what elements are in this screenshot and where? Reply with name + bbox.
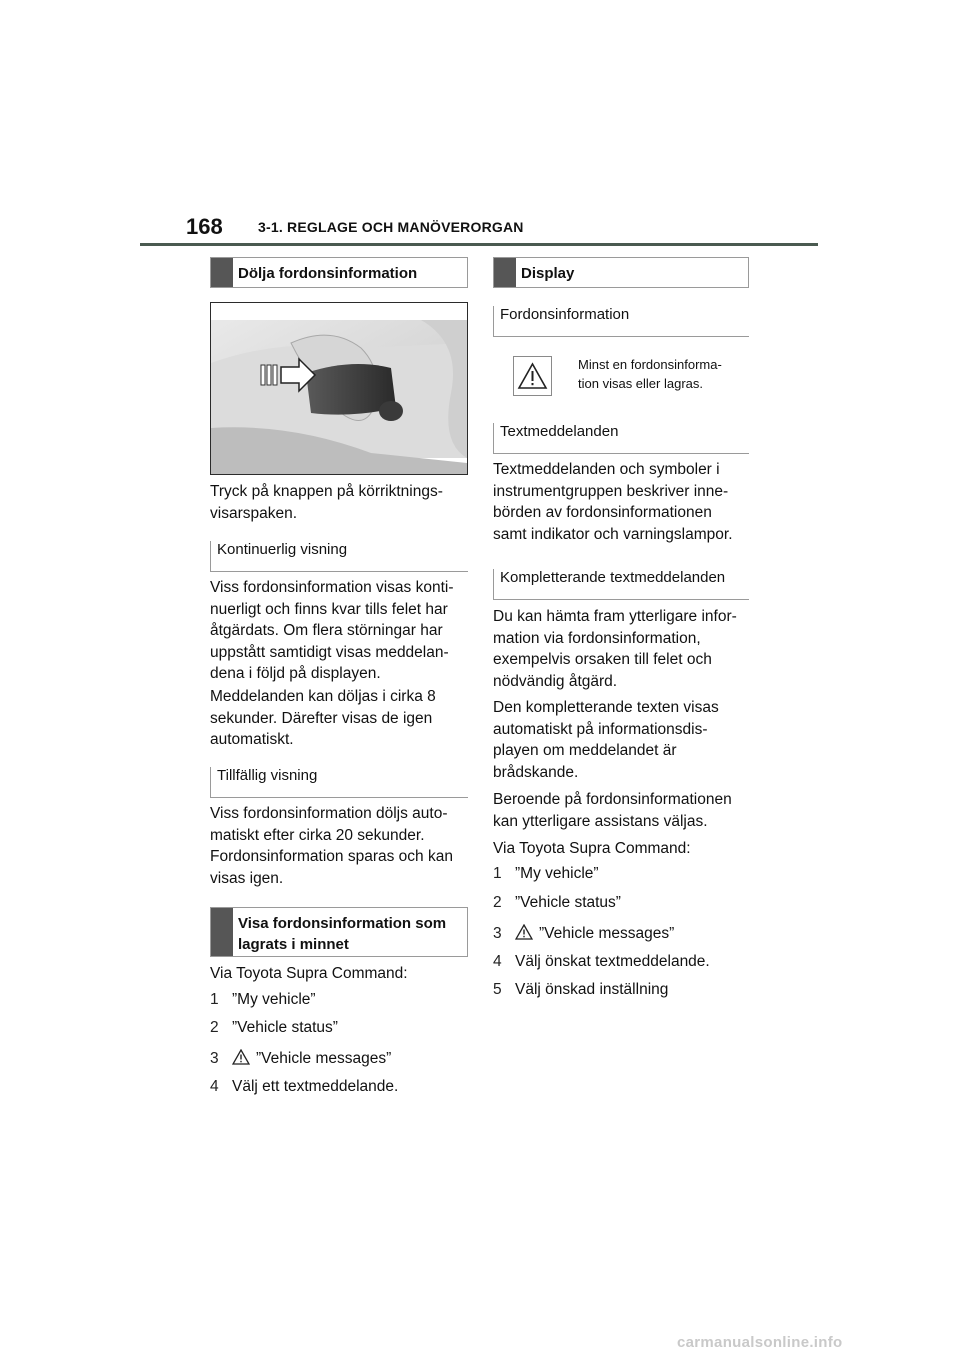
paragraph-temporary: Viss fordonsinformation döljs auto- matiskt efter cirka 20 sekunder. Fordonsinformation sparas och kan visas igen. bbox=[210, 805, 453, 887]
step-4-left bbox=[210, 1077, 398, 1097]
section-bar bbox=[211, 908, 233, 956]
step-5-right bbox=[493, 980, 668, 1000]
section-title: Dölja fordonsinformation bbox=[238, 265, 418, 282]
step-text: ”Vehicle status” bbox=[232, 1019, 338, 1036]
step-number: 1 bbox=[210, 991, 219, 1008]
via-command-left: Via Toyota Supra Command: bbox=[210, 965, 408, 982]
paragraph-hide-duration: Meddelanden kan döljas i cirka 8 sekunder. Därefter visas de igen automatiskt. bbox=[210, 688, 436, 748]
paragraph-assistance: Beroende på fordonsinformationen kan ytterligare assistans väljas. bbox=[493, 791, 732, 830]
paragraph-text-messages: Textmeddelanden och symboler i instrumentgruppen beskriver inne- börden av fordonsinformationen samt indikator och varningslampor. bbox=[493, 461, 733, 543]
step-2-right bbox=[493, 893, 621, 913]
stalk-button-figure bbox=[210, 302, 468, 475]
section-title: Display bbox=[521, 265, 575, 282]
paragraph-supplementary: Du kan hämta fram ytterligare infor- mation via fordonsinformation, exempelvis orsaken till felet och nödvändig åtgärd. bbox=[493, 608, 737, 690]
step-number: 1 bbox=[493, 865, 502, 882]
warning-triangle-icon bbox=[515, 924, 533, 946]
step-2-left bbox=[210, 1018, 338, 1038]
step-number: 4 bbox=[210, 1078, 219, 1095]
subheading-continuous: Kontinuerlig visning bbox=[210, 541, 468, 572]
section-hide-vehicle-info bbox=[210, 257, 468, 288]
step-3-right bbox=[493, 924, 674, 946]
step-1-right bbox=[493, 864, 599, 884]
figure-caption: Tryck på knappen på körriktnings- visarspaken. bbox=[210, 483, 443, 522]
section-display bbox=[493, 257, 749, 288]
step-text: ”Vehicle messages” bbox=[539, 925, 675, 942]
step-1-left bbox=[210, 990, 316, 1010]
section-bar bbox=[211, 258, 233, 287]
section-bar bbox=[494, 258, 516, 287]
watermark: carmanualsonline.info bbox=[677, 1334, 843, 1351]
step-number: 2 bbox=[210, 1019, 219, 1036]
warning-triangle-icon bbox=[514, 357, 551, 395]
step-number: 5 bbox=[493, 981, 502, 998]
step-number: 2 bbox=[493, 894, 502, 911]
page-number: 168 bbox=[186, 214, 223, 239]
chapter-title: 3-1. REGLAGE OCH MANÖVERORGAN bbox=[258, 219, 524, 235]
step-text: ”My vehicle” bbox=[515, 865, 599, 882]
step-text: Välj ett textmeddelande. bbox=[232, 1078, 399, 1095]
subheading-vehicle-info: Fordonsinformation bbox=[493, 306, 749, 337]
step-text: ”My vehicle” bbox=[232, 991, 316, 1008]
warning-triangle-icon bbox=[232, 1049, 250, 1071]
step-number: 3 bbox=[493, 925, 502, 942]
step-text: ”Vehicle status” bbox=[515, 894, 621, 911]
step-4-right bbox=[493, 952, 710, 972]
subheading-text-messages: Textmeddelanden bbox=[493, 423, 749, 454]
via-command-right: Via Toyota Supra Command: bbox=[493, 840, 691, 857]
stalk-button-arrow-illustration bbox=[211, 303, 467, 474]
step-text: Välj önskad inställning bbox=[515, 981, 669, 998]
step-text: ”Vehicle messages” bbox=[256, 1050, 392, 1067]
section-title: Visa fordonsinformation som lagrats i minnet bbox=[238, 915, 447, 953]
section-show-stored-info bbox=[210, 907, 468, 957]
warning-note: Minst en fordonsinforma- tion visas eller lagras. bbox=[578, 357, 722, 391]
step-number: 3 bbox=[210, 1050, 219, 1067]
step-number: 4 bbox=[493, 953, 502, 970]
header-divider bbox=[140, 243, 818, 246]
subheading-temporary: Tillfällig visning bbox=[210, 767, 468, 798]
step-text: Välj önskat textmeddelande. bbox=[515, 953, 710, 970]
warning-symbol-box bbox=[513, 356, 552, 396]
paragraph-auto-display: Den kompletterande texten visas automatiskt på informationsdis- playen om meddelandet är brådskande. bbox=[493, 699, 719, 781]
subheading-supplementary: Kompletterande textmeddelanden bbox=[493, 569, 749, 600]
step-3-left bbox=[210, 1049, 391, 1071]
paragraph-continuous: Viss fordonsinformation visas konti- nuerligt och finns kvar tills felet har åtgärdats. Om flera störningar har uppstått samtidigt visas meddelan- dena i följd på displayen. bbox=[210, 579, 454, 682]
